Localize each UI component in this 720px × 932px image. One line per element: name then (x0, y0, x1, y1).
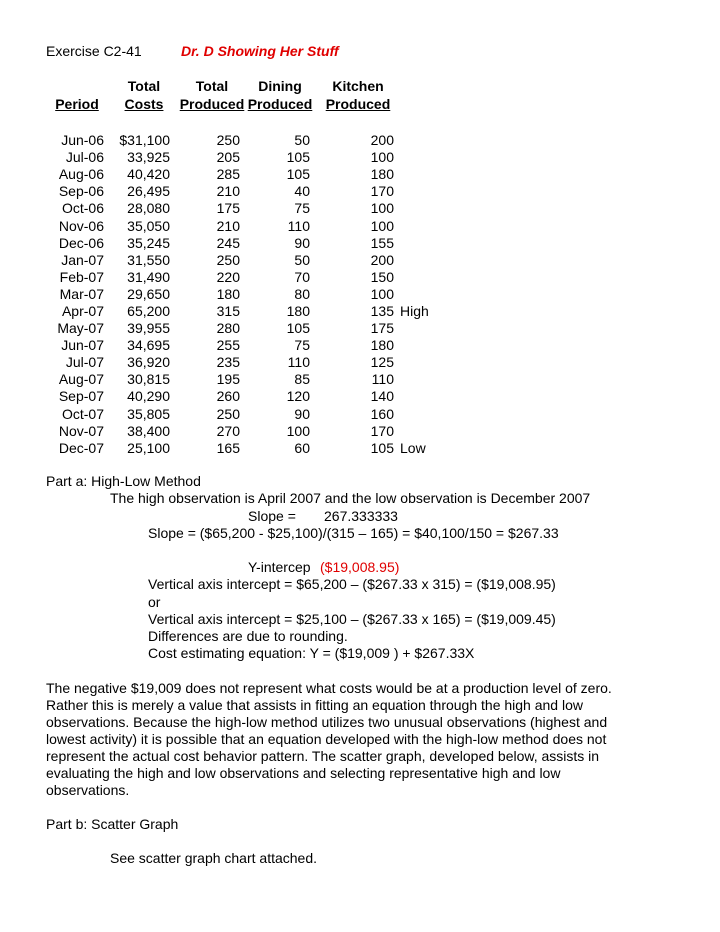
table-row (46, 371, 440, 388)
costs-cell: 26,495 (127, 183, 170, 200)
kitchen-produced-cell: 135 (370, 302, 394, 319)
kitchen-produced-cell: 170 (370, 422, 394, 439)
header-kitchen-line1: Kitchen (332, 78, 384, 94)
note-cell (394, 423, 440, 440)
dining-produced-cell: 85 (294, 371, 310, 388)
note-cell (394, 149, 440, 166)
part-b-title: Part b: Scatter Graph (46, 816, 179, 832)
header-total-costs-line2: Costs (124, 96, 164, 112)
total-produced-cell: 270 (216, 422, 240, 439)
kitchen-produced-cell: 160 (370, 405, 394, 422)
costs-cell: 33,925 (127, 149, 170, 166)
note-cell (394, 354, 440, 371)
kitchen-produced-cell: 200 (370, 132, 394, 149)
kitchen-produced-cell: 100 (370, 285, 394, 302)
dining-produced-cell: 40 (294, 183, 310, 200)
dining-produced-cell: 75 (294, 200, 310, 217)
total-produced-cell: 195 (216, 371, 240, 388)
or-label: or (148, 594, 161, 610)
total-produced-cell: 210 (216, 183, 240, 200)
dining-produced-cell: 105 (286, 149, 310, 166)
y-intercept-value: ($19,008.95) (320, 559, 400, 575)
table-row (46, 149, 440, 166)
note-cell (394, 132, 440, 149)
dining-produced-cell: 180 (286, 302, 310, 319)
dining-produced-cell: 50 (294, 132, 310, 149)
note-cell: Low (400, 439, 426, 456)
table-row (46, 269, 440, 286)
y-intercept-label: Y-intercep (248, 559, 311, 575)
kitchen-produced-cell: 110 (371, 371, 394, 388)
cost-equation: Cost estimating equation: Y = ($19,009 ) + $267.33X (148, 645, 475, 661)
total-produced-cell: 280 (216, 320, 240, 337)
total-produced-cell: 210 (216, 217, 240, 234)
table-row (46, 235, 440, 252)
table-row (46, 406, 440, 423)
note-cell (394, 371, 440, 388)
period-cell: Apr-07 (61, 302, 104, 319)
table-row (46, 286, 440, 303)
period-cell: May-07 (57, 320, 104, 337)
kitchen-produced-cell: 150 (370, 268, 394, 285)
kitchen-produced-cell: 175 (370, 320, 394, 337)
costs-cell: 35,805 (127, 405, 170, 422)
costs-cell: 30,815 (127, 371, 170, 388)
part-b-note: See scatter graph chart attached. (110, 850, 318, 866)
note-cell (394, 337, 440, 354)
kitchen-produced-cell: 200 (370, 251, 394, 268)
table-row (46, 252, 440, 269)
costs-cell: 40,420 (127, 166, 170, 183)
exercise-label: Exercise C2-41 (46, 43, 142, 59)
costs-cell: 31,490 (127, 268, 170, 285)
total-produced-cell: 255 (216, 337, 240, 354)
period-cell: Sep-07 (58, 388, 104, 405)
costs-cell: 34,695 (127, 337, 170, 354)
total-produced-cell: 205 (216, 149, 240, 166)
period-cell: Nov-06 (58, 217, 104, 234)
period-cell: Jun-07 (61, 337, 104, 354)
table-row (46, 337, 440, 354)
header-total-costs-line1: Total (127, 78, 161, 94)
costs-cell: 35,050 (127, 217, 170, 234)
kitchen-produced-cell: 100 (370, 200, 394, 217)
table-row (46, 423, 440, 440)
period-cell: Nov-07 (58, 422, 104, 439)
table-row (46, 388, 440, 405)
note-cell (394, 183, 440, 200)
table-row (46, 303, 440, 320)
slope-label: Slope = (248, 508, 296, 524)
period-cell: Jul-07 (65, 354, 104, 371)
kitchen-produced-cell: 170 (370, 183, 394, 200)
table-row (46, 320, 440, 337)
note-cell: High (400, 302, 429, 319)
kitchen-produced-cell: 100 (370, 149, 394, 166)
dining-produced-cell: 60 (294, 439, 310, 456)
note-cell (394, 388, 440, 405)
period-cell: Jul-06 (65, 149, 104, 166)
costs-cell: 65,200 (127, 302, 170, 319)
dining-produced-cell: 75 (294, 337, 310, 354)
kitchen-produced-cell: 105 (370, 439, 394, 456)
total-produced-cell: 250 (216, 405, 240, 422)
period-cell: Dec-06 (58, 234, 104, 251)
dining-produced-cell: 105 (286, 320, 310, 337)
header-total-produced-line2: Produced (179, 96, 245, 112)
costs-cell: $31,100 (119, 132, 170, 149)
period-cell: Mar-07 (59, 285, 104, 302)
total-produced-cell: 315 (216, 302, 240, 319)
table-row (46, 132, 440, 149)
costs-cell: 25,100 (127, 439, 170, 456)
kitchen-produced-cell: 140 (370, 388, 394, 405)
note-cell (394, 286, 440, 303)
total-produced-cell: 235 (216, 354, 240, 371)
costs-cell: 31,550 (127, 251, 170, 268)
period-cell: Oct-06 (61, 200, 104, 217)
explanation-paragraph: The negative $19,009 does not represent what costs would be at a production level of zero. Rather this is merely a value that assists in fitting an equation through the high and low observations. Because the high-low method utilizes two unusual observations (highest and lowest activity) it is possible that an equation developed with the high-low method does not represent the actual cost behavior pattern. The scatter graph, developed below, assists in evaluating the high and low observations and selecting representative high and low observations. (46, 680, 612, 798)
note-cell (394, 252, 440, 269)
table-row (46, 217, 440, 234)
header-dining-line1: Dining (258, 78, 302, 94)
kitchen-produced-cell: 180 (370, 166, 394, 183)
part-a-intro: The high observation is April 2007 and the low observation is December 2007 (110, 490, 591, 506)
kitchen-produced-cell: 155 (370, 234, 394, 251)
table-row (46, 354, 440, 371)
period-cell: Oct-07 (61, 405, 104, 422)
header-period: Period (55, 96, 99, 112)
total-produced-cell: 165 (216, 439, 240, 456)
dining-produced-cell: 110 (287, 217, 310, 234)
period-cell: Dec-07 (58, 439, 104, 456)
note-cell (394, 320, 440, 337)
header-kitchen-line2: Produced (325, 96, 391, 112)
total-produced-cell: 220 (216, 268, 240, 285)
part-a-title: Part a: High-Low Method (46, 473, 201, 489)
note-cell (394, 166, 440, 183)
header-total-produced-line1: Total (195, 78, 229, 94)
costs-cell: 35,245 (127, 234, 170, 251)
note-cell (394, 217, 440, 234)
cost-data-table (46, 132, 440, 457)
period-cell: Jun-06 (61, 132, 104, 149)
vertical-intercept-1: Vertical axis intercept = $65,200 – ($267.33 x 315) = ($19,008.95) (148, 576, 556, 592)
dining-produced-cell: 110 (287, 354, 310, 371)
dining-produced-cell: 120 (286, 388, 310, 405)
period-cell: Aug-06 (58, 166, 104, 183)
total-produced-cell: 245 (216, 234, 240, 251)
table-row (46, 166, 440, 183)
table-row (46, 200, 440, 217)
period-cell: Feb-07 (59, 268, 104, 285)
total-produced-cell: 260 (216, 388, 240, 405)
dining-produced-cell: 80 (294, 285, 310, 302)
total-produced-cell: 175 (216, 200, 240, 217)
costs-cell: 36,920 (127, 354, 170, 371)
dining-produced-cell: 90 (294, 234, 310, 251)
dining-produced-cell: 70 (294, 268, 310, 285)
costs-cell: 39,955 (127, 320, 170, 337)
note-cell (394, 200, 440, 217)
total-produced-cell: 250 (216, 251, 240, 268)
period-cell: Aug-07 (58, 371, 104, 388)
kitchen-produced-cell: 125 (370, 354, 394, 371)
costs-cell: 38,400 (127, 422, 170, 439)
rounding-note: Differences are due to rounding. (148, 628, 348, 644)
author-title: Dr. D Showing Her Stuff (181, 43, 339, 59)
costs-cell: 28,080 (127, 200, 170, 217)
total-produced-cell: 180 (216, 285, 240, 302)
period-cell: Sep-06 (58, 183, 104, 200)
dining-produced-cell: 50 (294, 251, 310, 268)
kitchen-produced-cell: 180 (370, 337, 394, 354)
table-row (46, 183, 440, 200)
vertical-intercept-2: Vertical axis intercept = $25,100 – ($267.33 x 165) = ($19,009.45) (148, 611, 556, 627)
period-cell: Jan-07 (61, 251, 104, 268)
dining-produced-cell: 90 (294, 405, 310, 422)
slope-calculation: Slope = ($65,200 - $25,100)/(315 – 165) = $40,100/150 = $267.33 (148, 525, 559, 541)
note-cell (394, 235, 440, 252)
total-produced-cell: 250 (216, 132, 240, 149)
slope-value: 267.333333 (324, 508, 398, 524)
note-cell (394, 406, 440, 423)
dining-produced-cell: 100 (286, 422, 310, 439)
dining-produced-cell: 105 (286, 166, 310, 183)
table-row (46, 440, 440, 457)
note-cell (394, 269, 440, 286)
costs-cell: 29,650 (127, 285, 170, 302)
kitchen-produced-cell: 100 (370, 217, 394, 234)
total-produced-cell: 285 (216, 166, 240, 183)
costs-cell: 40,290 (127, 388, 170, 405)
header-dining-line2: Produced (247, 96, 313, 112)
